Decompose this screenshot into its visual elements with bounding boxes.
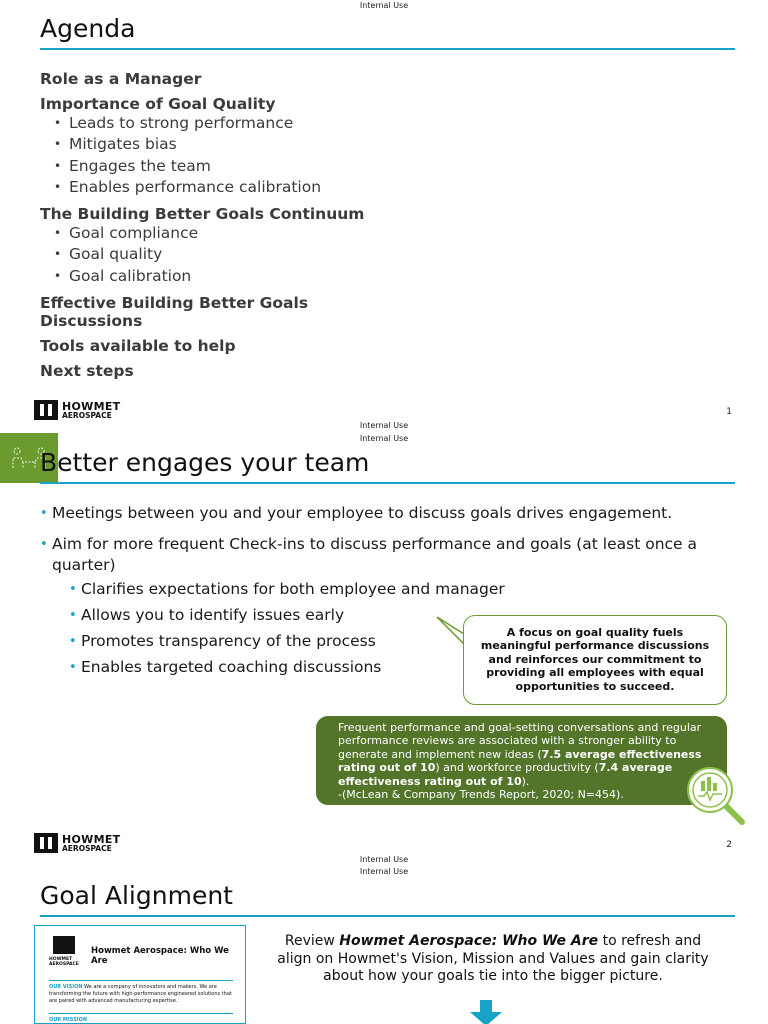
logo-line-2: AEROSPACE — [62, 843, 112, 853]
agenda-heading: Role as a Manager — [40, 70, 202, 88]
howmet-logo — [34, 400, 120, 420]
agenda-heading: Importance of Goal Quality — [40, 95, 276, 113]
slide-agenda — [0, 0, 768, 430]
slide-title: Agenda — [40, 14, 136, 43]
agenda-item: • Engages the team — [54, 156, 640, 177]
slide-title: Goal Alignment — [40, 881, 233, 910]
agenda-list — [40, 70, 640, 380]
thumbnail-title: Howmet Aerospace: Who We Are — [91, 946, 229, 966]
internal-use-label: Internal Use — [359, 1, 409, 10]
agenda-heading: Tools available to help — [40, 337, 236, 356]
title-rule — [40, 48, 735, 50]
page-number: 1 — [726, 407, 732, 417]
slide-title: Better engages your team — [40, 448, 370, 477]
agenda-item: • Goal compliance — [54, 223, 640, 244]
howmet-logo — [34, 833, 120, 853]
agenda-sublist — [54, 223, 640, 287]
title-rule — [40, 915, 735, 917]
sub-bullet-item: • Clarifies expectations for both employee and manager — [69, 579, 505, 598]
internal-use-label: Internal Use — [359, 434, 409, 443]
thumbnail-vision: OUR VISION We are a company of innovators and makers. We are transforming the future with high-performance engineered solutions that are paired with advanced manufacturing expertise. — [49, 984, 232, 1004]
bullet-item: • Aim for more frequent Check-ins to discuss performance and goals (at least once a quarter) — [40, 534, 698, 574]
howmet-logo-icon — [34, 400, 58, 420]
page-number: 2 — [726, 840, 732, 850]
research-panel: Frequent performance and goal-setting conversations and regular performance reviews are associated with a stronger ability to generate and implement new ideas (7.5 average effectiveness rating out of 10) and workforce productivity (7.4 average effectiveness rating out of 10). -(McLean & Company Trends Report, 2020; N=454). — [316, 716, 727, 805]
logo-line-1: HOWMET — [62, 399, 121, 413]
agenda-sublist — [54, 113, 640, 198]
who-we-are-link[interactable]: Howmet Aerospace: Who We Are — [339, 933, 599, 949]
sub-bullet-item: • Enables targeted coaching discussions — [69, 657, 382, 676]
slide-goal-alignment — [0, 865, 768, 1024]
research-source: -(McLean & Company Trends Report, 2020; N=454). — [338, 788, 624, 802]
agenda-item: • Mitigates bias — [54, 134, 640, 155]
logo-line-1: HOWMET — [62, 832, 121, 846]
howmet-logo-icon — [53, 936, 75, 954]
sub-bullet-item: • Promotes transparency of the process — [69, 631, 376, 650]
agenda-item: • Goal quality — [54, 244, 640, 265]
agenda-item: • Enables performance calibration — [54, 177, 640, 198]
agenda-item: • Leads to strong performance — [54, 113, 640, 134]
bullet-item: • Meetings between you and your employee to discuss goals drives engagement. — [40, 504, 673, 522]
agenda-heading: Next steps — [40, 362, 134, 381]
review-text: Review Howmet Aerospace: Who We Are to refresh and align on Howmet's Vision, Mission and Values and gain clarity about how your goals tie into the bigger picture. — [277, 933, 709, 984]
down-arrow-icon — [470, 1000, 502, 1024]
sub-bullet-item: • Allows you to identify issues early — [69, 605, 345, 624]
agenda-heading: Effective Building Better Goals Discussions — [40, 294, 309, 331]
who-we-are-thumbnail[interactable]: HOWMET AEROSPACE Howmet Aerospace: Who We Are OUR VISION We are a company of innovators and makers. We are transforming the future with high-performance engineered solutions that are paired with advanced manufacturing expertise. OUR MISSION — [34, 925, 246, 1024]
thumbnail-mission: OUR MISSION — [49, 1017, 88, 1023]
agenda-heading: The Building Better Goals Continuum — [40, 205, 365, 224]
slide-engagement — [0, 430, 768, 865]
logo-line-2: AEROSPACE — [62, 410, 112, 420]
title-rule — [40, 482, 735, 484]
internal-use-label: Internal Use — [359, 421, 409, 430]
howmet-logo-icon — [34, 833, 58, 853]
internal-use-label: Internal Use — [359, 867, 409, 876]
agenda-item: • Goal calibration — [54, 266, 640, 287]
internal-use-label: Internal Use — [359, 855, 409, 864]
goal-quality-callout: A focus on goal quality fuels meaningful performance discussions and reinforces our commitment to providing all employees with equal opportunities to succeed. — [463, 615, 727, 705]
analytics-magnifier-icon — [686, 766, 748, 828]
